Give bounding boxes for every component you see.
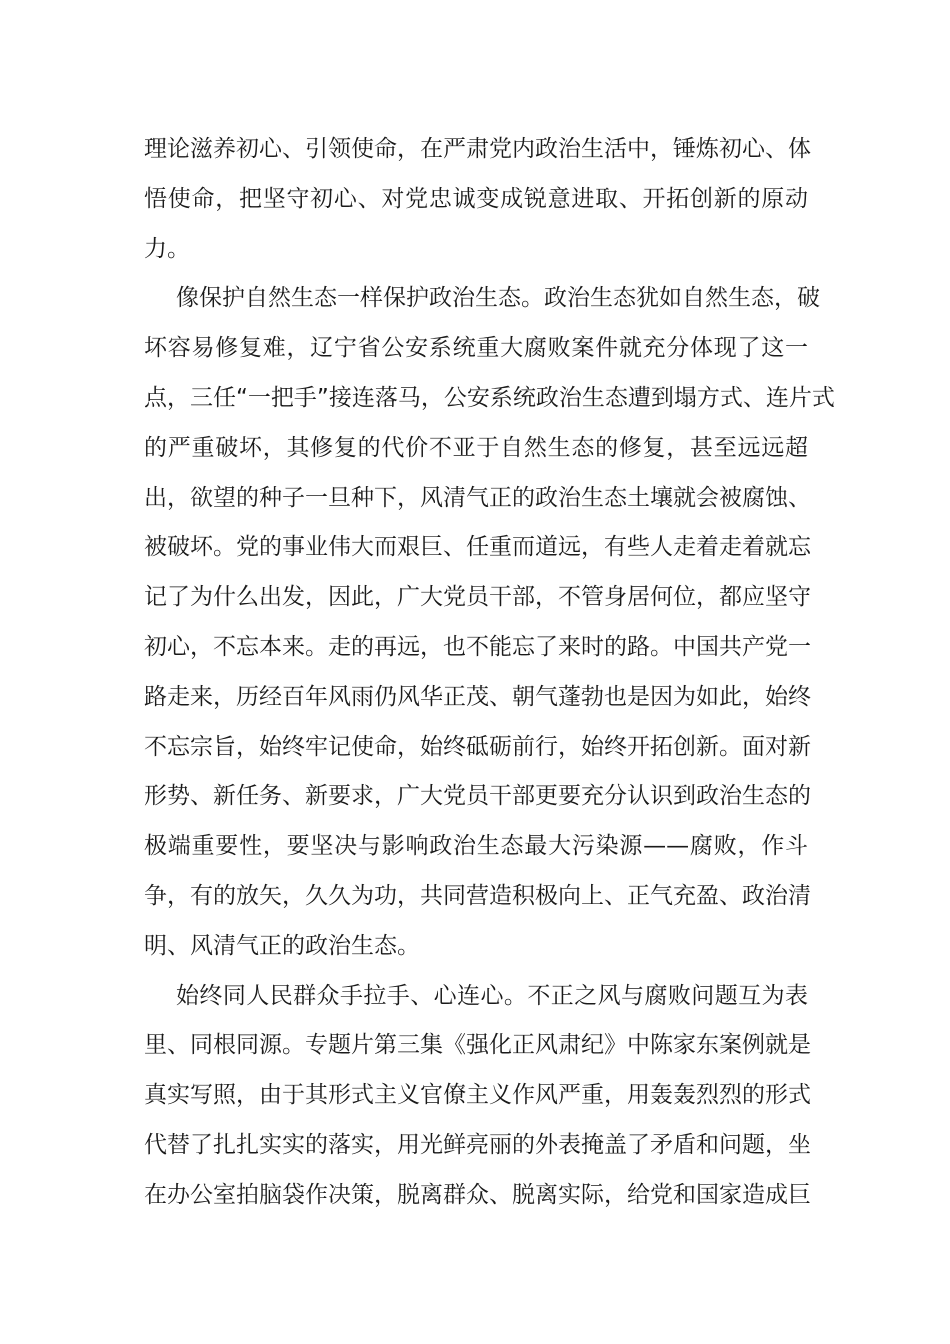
text-line: 力。 bbox=[144, 235, 190, 262]
text-line: 始终同人民群众手拉手、心连心。不正之风与腐败问题互为表 bbox=[176, 982, 808, 1009]
text-line: 坏容易修复难，辽宁省公安系统重大腐败案件就充分体现了这一 bbox=[144, 335, 808, 362]
text-line: 出，欲望的种子一旦种下，风清气正的政治生态土壤就会被腐蚀、 bbox=[144, 484, 811, 511]
paragraph bbox=[144, 972, 811, 1221]
text-line: 像保护自然生态一样保护政治生态。政治生态犹如自然生态，破 bbox=[176, 285, 820, 312]
text-line: 记了为什么出发，因此，广大党员干部，不管身居何位，都应坚守 bbox=[144, 584, 811, 611]
text-line: 悟使命，把坚守初心、对党忠诚变成锐意进取、开拓创新的原动 bbox=[144, 185, 808, 212]
text-line: 代替了扎扎实实的落实，用光鲜亮丽的外表掩盖了矛盾和问题，坐 bbox=[144, 1131, 811, 1158]
text-line: 明、风清气正的政治生态。 bbox=[144, 932, 420, 959]
text-line: 真实写照，由于其形式主义官僚主义作风严重，用轰轰烈烈的形式 bbox=[144, 1082, 811, 1109]
text-line: 争，有的放矢，久久为功，共同营造积极向上、正气充盈、政治清 bbox=[144, 882, 811, 909]
document-body bbox=[144, 125, 835, 1221]
text-line: 不忘宗旨，始终牢记使命，始终砥砺前行，始终开拓创新。面对新 bbox=[144, 733, 811, 760]
text-line: 极端重要性，要坚决与影响政治生态最大污染源——腐败，作斗 bbox=[144, 833, 808, 860]
text-line: 的严重破坏，其修复的代价不亚于自然生态的修复，甚至远远超 bbox=[144, 434, 808, 461]
text-line: 在办公室拍脑袋作决策，脱离群众、脱离实际，给党和国家造成巨 bbox=[144, 1181, 811, 1208]
text-line: 路走来，历经百年风雨仍风华正茂、朝气蓬勃也是因为如此，始终 bbox=[144, 683, 811, 710]
text-line: 理论滋养初心、引领使命，在严肃党内政治生活中，锤炼初心、体 bbox=[144, 136, 811, 162]
paragraph bbox=[144, 274, 835, 971]
text-line: 里、同根同源。专题片第三集《强化正风肃纪》中陈家东案例就是 bbox=[144, 1032, 811, 1059]
paragraph bbox=[144, 125, 811, 274]
text-line: 初心，不忘本来。走的再远，也不能忘了来时的路。中国共产党一 bbox=[144, 633, 811, 660]
text-line: 被破坏。党的事业伟大而艰巨、任重而道远，有些人走着走着就忘 bbox=[144, 534, 811, 561]
text-line: 形势、新任务、新要求，广大党员干部更要充分认识到政治生态的 bbox=[144, 783, 811, 810]
text-line: 点，三任“一把手”接连落马，公安系统政治生态遭到塌方式、连片式 bbox=[144, 384, 835, 411]
